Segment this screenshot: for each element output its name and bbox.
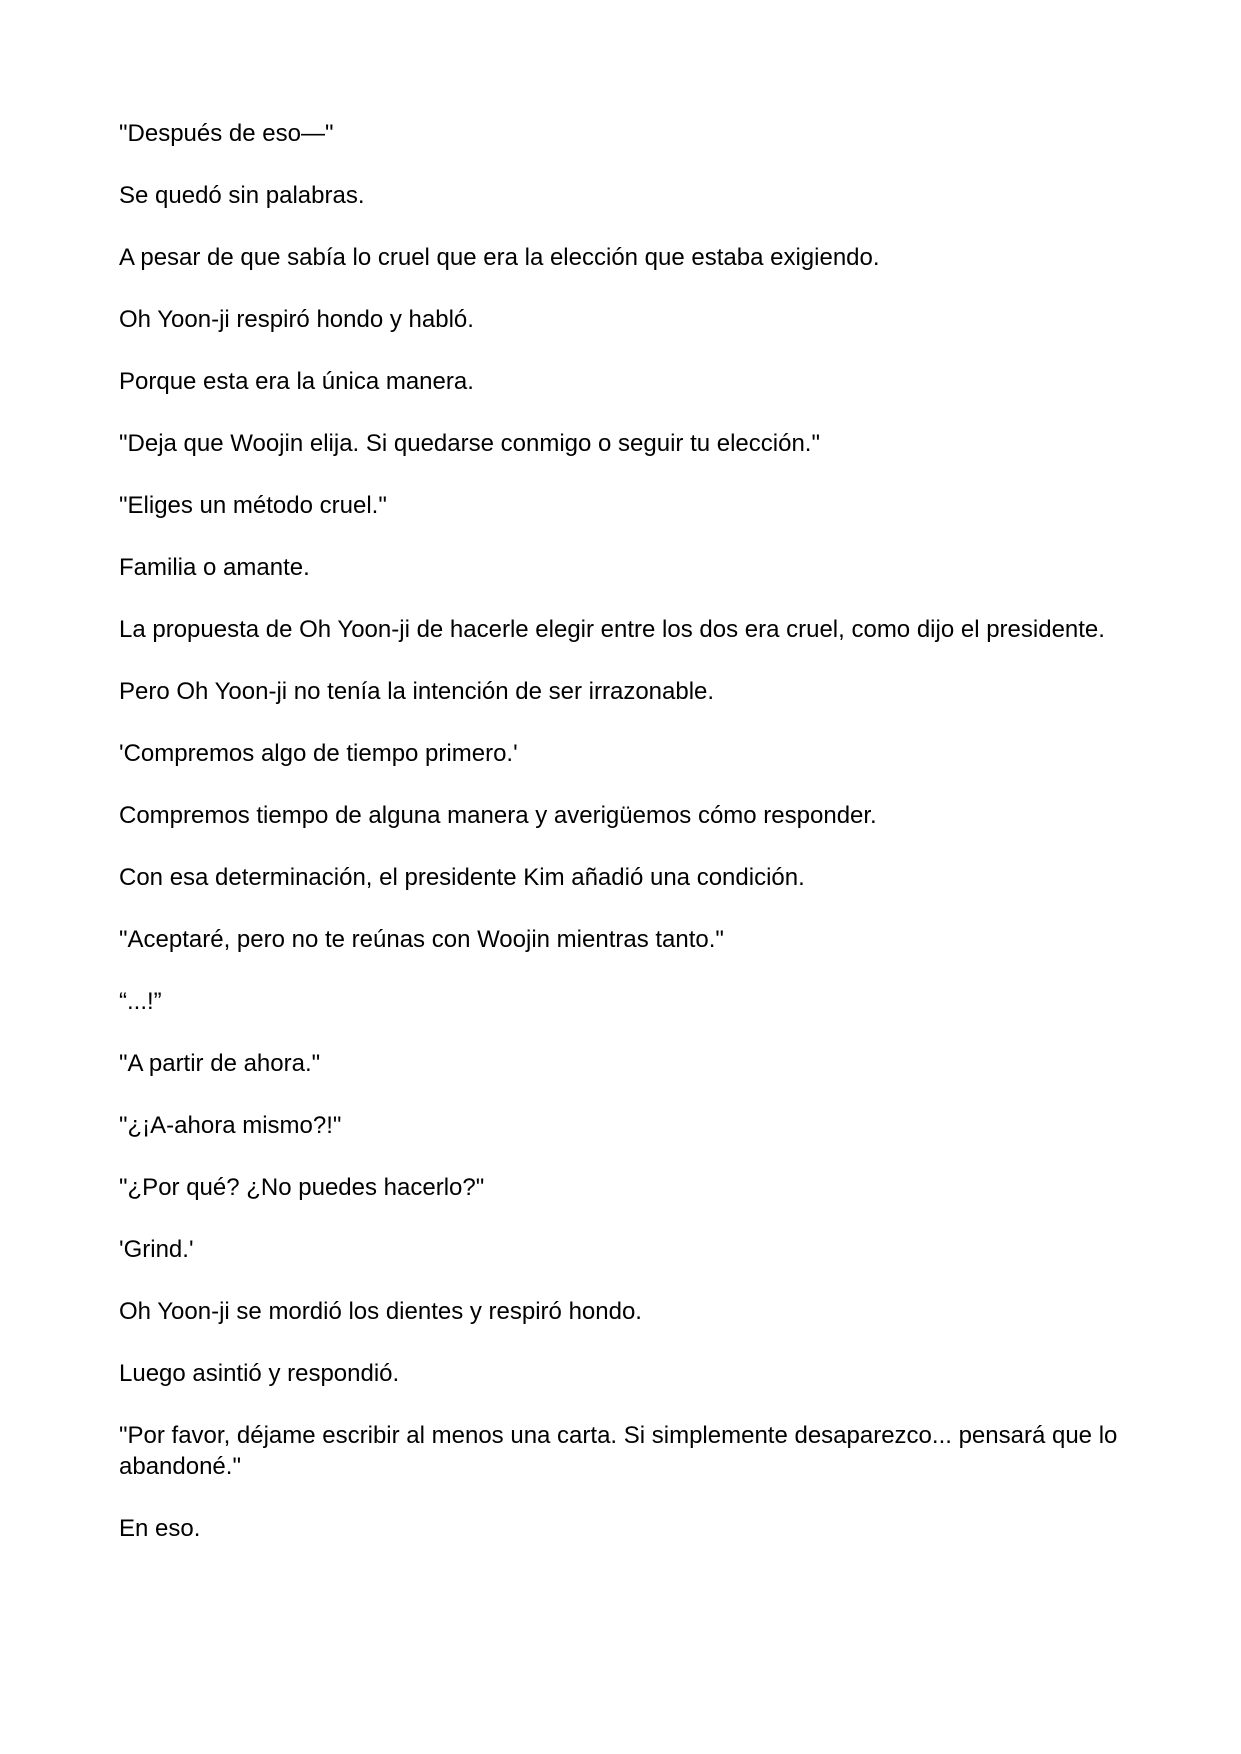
paragraph: Porque esta era la única manera. bbox=[119, 368, 474, 395]
paragraph: Compremos tiempo de alguna manera y averigüemos cómo responder. bbox=[119, 802, 877, 829]
paragraph: Oh Yoon-ji respiró hondo y habló. bbox=[119, 306, 474, 333]
paragraph: A pesar de que sabía lo cruel que era la elección que estaba exigiendo. bbox=[119, 244, 880, 271]
paragraph: "¿¡A-ahora mismo?!" bbox=[119, 1112, 342, 1139]
paragraph: "A partir de ahora." bbox=[119, 1050, 321, 1077]
paragraph: En eso. bbox=[119, 1515, 201, 1542]
paragraph: 'Grind.' bbox=[119, 1236, 194, 1263]
paragraph: "Aceptaré, pero no te reúnas con Woojin mientras tanto." bbox=[119, 926, 724, 953]
paragraph: "Por favor, déjame escribir al menos una carta. Si simplemente desaparezco... pensará que lo abandoné." bbox=[119, 1422, 1118, 1480]
paragraph: Se quedó sin palabras. bbox=[119, 182, 365, 209]
paragraph: La propuesta de Oh Yoon-ji de hacerle elegir entre los dos era cruel, como dijo el presidente. bbox=[119, 616, 1105, 643]
paragraph: “...!” bbox=[119, 988, 162, 1015]
paragraph: "Deja que Woojin elija. Si quedarse conmigo o seguir tu elección." bbox=[119, 430, 820, 457]
paragraph: "¿Por qué? ¿No puedes hacerlo?" bbox=[119, 1174, 485, 1201]
text-column bbox=[119, 118, 1119, 1575]
paragraph: 'Compremos algo de tiempo primero.' bbox=[119, 740, 518, 767]
paragraph: "Después de eso—" bbox=[119, 120, 334, 147]
paragraph: "Eliges un método cruel." bbox=[119, 492, 387, 519]
paragraph: Con esa determinación, el presidente Kim añadió una condición. bbox=[119, 864, 805, 891]
paragraph: Luego asintió y respondió. bbox=[119, 1360, 400, 1387]
paragraph: Pero Oh Yoon-ji no tenía la intención de ser irrazonable. bbox=[119, 678, 715, 705]
paragraph: Familia o amante. bbox=[119, 554, 310, 581]
paragraph: Oh Yoon-ji se mordió los dientes y respiró hondo. bbox=[119, 1298, 642, 1325]
